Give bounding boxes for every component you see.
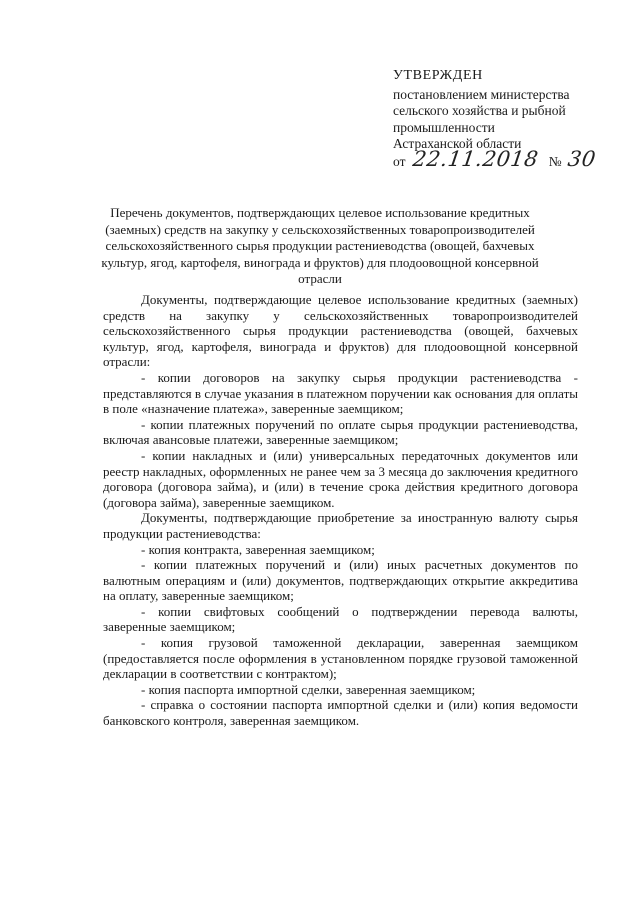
paragraph-intro-targeted-use: Документы, подтверждающие целевое использование кредитных (заемных) средств на закупку у сельскохозяйственных товаропроизводителей сельскохозяйственного сырья продукции растениеводства (овощей, бахчевых культур, ягод, картофеля, винограда и фруктов) для плодоовощной консервной отрасли: [103, 292, 578, 370]
approval-heading: УТВЕРЖДЕН [393, 68, 483, 83]
approval-date-number [393, 146, 623, 171]
list-item: - копии договоров на закупку сырья продукции растениеводства - представляются в случае указания в платежном поручении как основания для оплаты в поле «назначение платежа», заверенные заемщиком; [103, 369, 578, 417]
date-prefix: от [393, 153, 406, 169]
approval-line-4: Астраханской области [393, 136, 522, 151]
list-item: - копии накладных и (или) универсальных передаточных документов или реестр накладных, оформленных не ранее чем за 3 месяца до заключения кредитного договора (договора займа), и (или) в течение срока действия кредитного договора (договора займа), заверенные заемщиком. [103, 447, 578, 510]
list-item: - копия паспорта импортной сделки, заверенная заемщиком; [141, 681, 476, 697]
list-item: - справка о состоянии паспорта импортной сделки и (или) копия ведомости банковского контроля, заверенная заемщиком. [103, 697, 578, 729]
approval-stamp-block [393, 68, 623, 170]
list-item: - копии платежных поручений по оплате сырья продукции растениеводства, включая авансовые платежи, заверенные заемщиком; [103, 416, 578, 448]
list-item: - копии платежных поручений и (или) иных расчетных документов по валютным операциям и (или) документов, подтверждающих открытие аккредитива на оплату, заверенные заемщиком; [103, 557, 578, 604]
paragraph-intro-foreign-currency: Документы, подтверждающие приобретение за иностранную валюту сырья продукции растениеводства: [103, 510, 578, 541]
approval-line-1: постановлением министерства [393, 86, 570, 102]
approval-line-2: сельского хозяйства и рыбной [393, 103, 566, 118]
approval-line-3: промышленности [393, 119, 495, 135]
number-prefix: № [548, 153, 562, 169]
document-title: Перечень документов, подтверждающих целевое использование кредитных (заемных) средств на закупку у сельскохозяйственных товаропроизводителей сельскохозяйственного сырья продукции растениеводства (овощей, бахчевых культур, ягод, картофеля, винограда и фруктов) для плодоовощной консервной отрасли [101, 205, 539, 286]
document-body [103, 292, 578, 729]
list-item: - копия контракта, заверенная заемщиком; [141, 541, 375, 557]
list-item: - копия грузовой таможенной декларации, заверенная заемщиком (предоставляется после оформления в установленном порядке грузовой таможенной декларации в соответствии с контрактом); [103, 635, 578, 682]
handwritten-date: 22.11.2018 [411, 146, 541, 171]
handwritten-number: 30 [565, 146, 598, 171]
list-item: - копии свифтовых сообщений о подтверждении перевода валюты, заверенные заемщиком; [103, 603, 578, 635]
